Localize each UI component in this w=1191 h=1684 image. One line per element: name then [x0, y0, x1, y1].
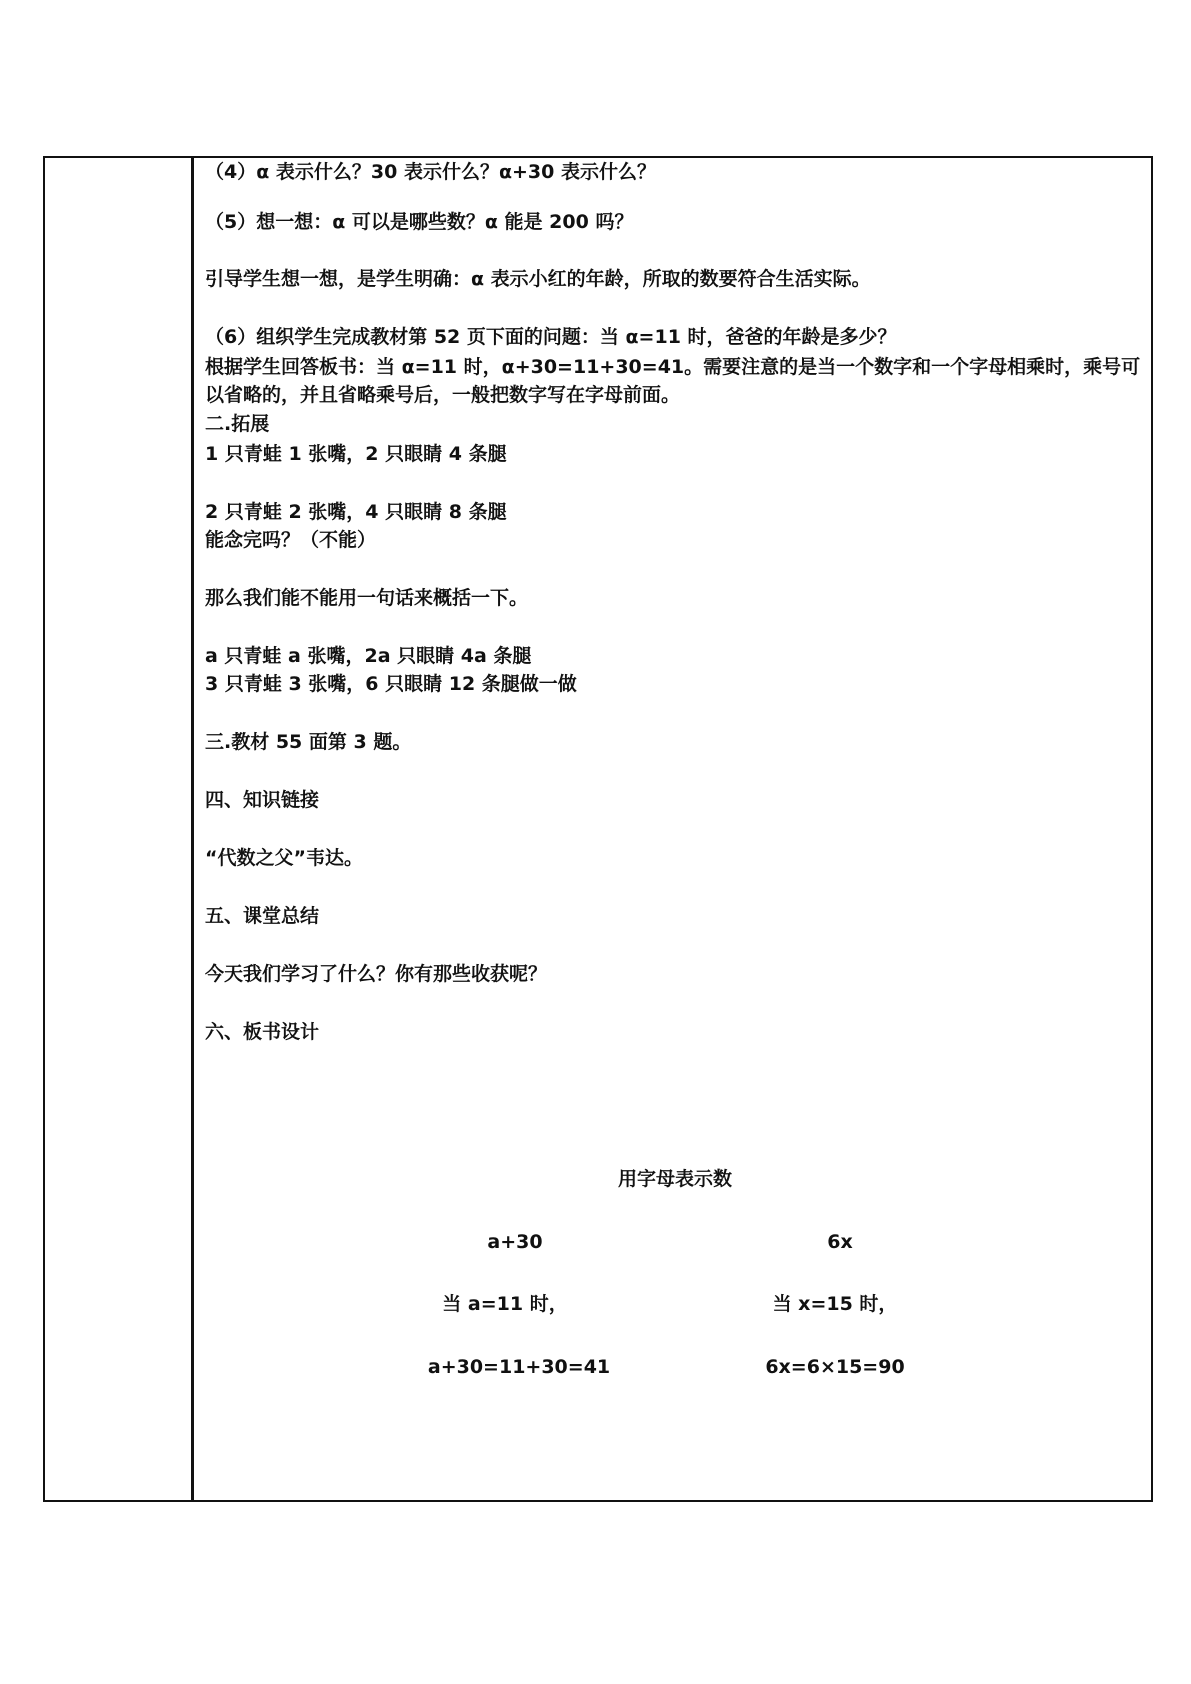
- question-4: （4）α 表示什么？30 表示什么？α+30 表示什么？: [205, 161, 656, 183]
- frog-practice-line: 3 只青蛙 3 张嘴，6 只眼睛 12 条腿做一做: [205, 673, 577, 695]
- section-heading-summary: 五、课堂总结: [205, 905, 320, 927]
- frog-general-line: a 只青蛙 a 张嘴，2a 只眼睛 4a 条腿: [205, 645, 532, 667]
- board-right-expression: 6x: [827, 1231, 853, 1253]
- board-left-expression: a+30: [487, 1231, 543, 1253]
- section-heading-knowledge: 四、知识链接: [205, 789, 320, 811]
- section-heading-board-design: 六、板书设计: [205, 1021, 320, 1043]
- board-note-paragraph: 根据学生回答板书：当 α=11 时，α+30=11+30=41。需要注意的是当一个数字和一个字母相乘时，乘号可以省略的，并且省略乘号后，一般把数字写在字母前面。: [205, 356, 1141, 406]
- board-right-condition: 当 x=15 时，: [772, 1293, 898, 1315]
- knowledge-text: “代数之父”韦达。: [205, 847, 363, 869]
- section-heading-extension: 二.拓展: [205, 413, 270, 435]
- question-can-finish: 能念完吗？（不能）: [205, 529, 377, 551]
- board-right-result: 6x=6×15=90: [765, 1356, 905, 1378]
- question-5: （5）想一想：α 可以是哪些数？α 能是 200 吗？: [205, 211, 634, 233]
- summary-text: 今天我们学习了什么？你有那些收获呢？: [205, 963, 548, 985]
- board-left-result: a+30=11+30=41: [427, 1356, 611, 1378]
- guidance-text: 引导学生想一想，是学生明确：α 表示小红的年龄，所取的数要符合生活实际。: [205, 268, 871, 290]
- table-column-divider: [191, 156, 194, 1502]
- frog-line-1: 1 只青蛙 1 张嘴，2 只眼睛 4 条腿: [205, 443, 507, 465]
- question-6: （6）组织学生完成教材第 52 页下面的问题：当 α=11 时，爸爸的年龄是多少？: [205, 326, 897, 348]
- board-left-condition: 当 a=11 时，: [442, 1293, 568, 1315]
- frog-line-2: 2 只青蛙 2 张嘴，4 只眼睛 8 条腿: [205, 501, 507, 523]
- board-title: 用字母表示数: [617, 1168, 733, 1190]
- summary-prompt: 那么我们能不能用一句话来概括一下。: [205, 587, 529, 609]
- section-heading-textbook: 三.教材 55 面第 3 题。: [205, 731, 412, 753]
